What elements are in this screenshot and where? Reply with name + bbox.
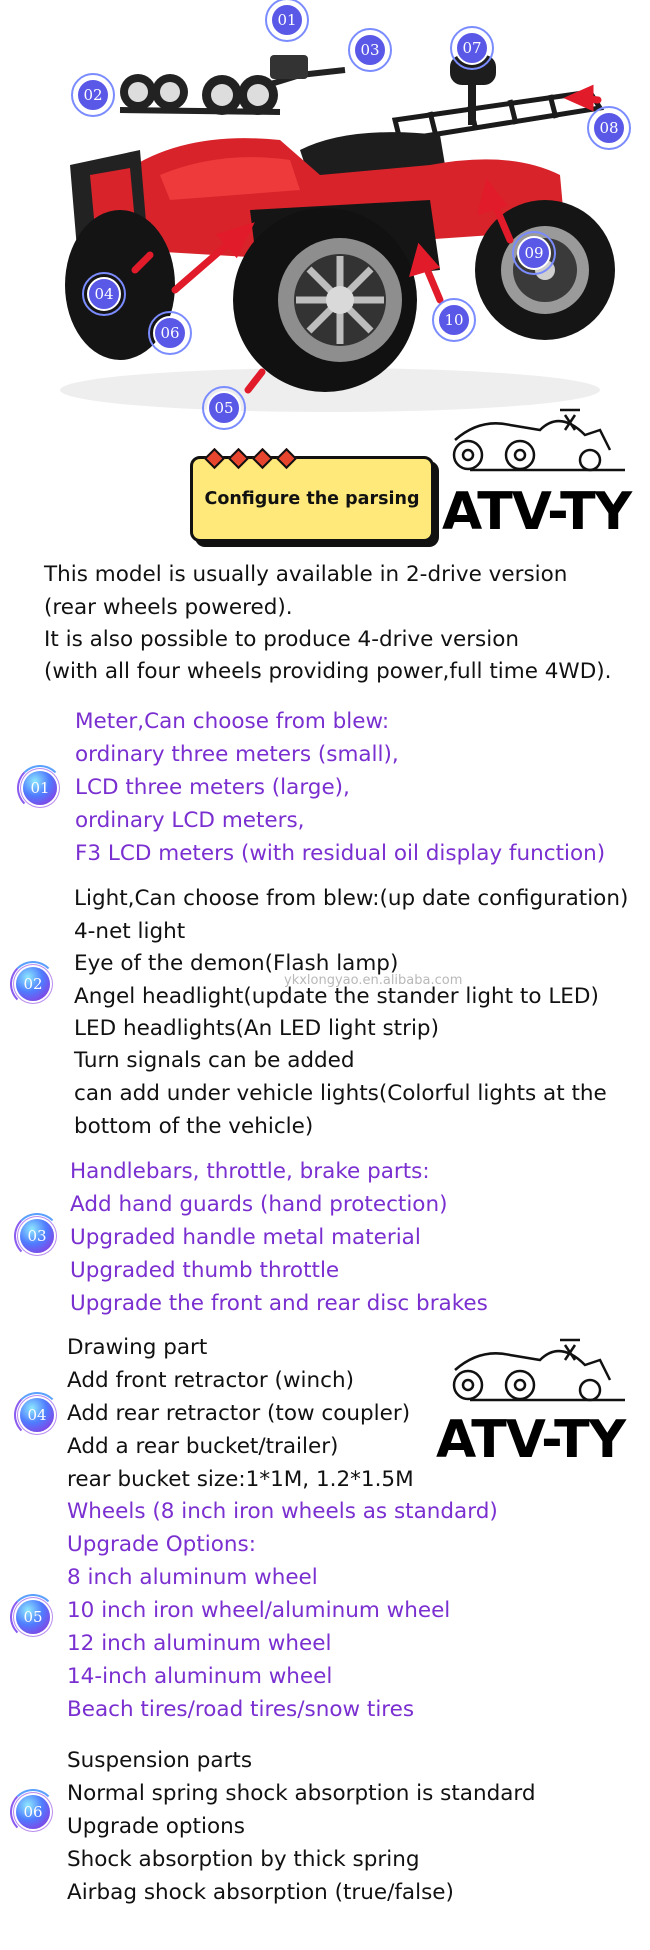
svg-text:08: 08	[599, 119, 619, 137]
light-line: can add under vehicle lights(Colorful lights at the	[74, 1081, 607, 1106]
handlebars-line: Add hand guards (hand protection)	[70, 1192, 448, 1217]
wheels-line: Wheels (8 inch iron wheels as standard)	[67, 1499, 498, 1524]
headlights	[120, 74, 280, 115]
section-badge-03: 03	[20, 1219, 54, 1253]
meter-line: F3 LCD meters (with residual oil display function)	[75, 841, 606, 866]
section-badge-04: 04	[20, 1398, 54, 1432]
handlebars-line: Upgrade the front and rear disc brakes	[70, 1291, 488, 1316]
light-line: Turn signals can be added	[74, 1048, 355, 1073]
svg-text:05: 05	[214, 399, 234, 417]
handlebars-line: Handlebars, throttle, brake parts:	[70, 1159, 430, 1184]
brand-logo-text: ATV-TY	[442, 482, 632, 542]
hero-badge-02	[72, 74, 114, 116]
section-badge-05: 05	[16, 1600, 50, 1634]
light-line: Angel headlight(update the stander light to LED)	[74, 984, 599, 1009]
drawing-line: rear bucket size:1*1M, 1.2*1.5M	[67, 1467, 414, 1492]
light-line: 4-net light	[74, 919, 186, 944]
meter-line: Meter,Can choose from blew:	[75, 709, 390, 734]
hero-badge-09	[513, 232, 555, 274]
hero-badge-10	[433, 299, 475, 341]
intro-line: (rear wheels powered).	[44, 595, 293, 620]
meter-line: LCD three meters (large),	[75, 775, 350, 800]
drawing-line: Drawing part	[67, 1335, 208, 1360]
svg-text:01: 01	[277, 11, 297, 29]
hero-badge-08	[588, 107, 630, 149]
section-badge-01: 01	[23, 771, 57, 805]
configure-label-box	[190, 456, 434, 542]
hero-badge-06	[149, 312, 191, 354]
light-line: Eye of the demon(Flash lamp)	[74, 951, 399, 976]
svg-text:10: 10	[444, 311, 464, 329]
wheels-line: Beach tires/road tires/snow tires	[67, 1697, 415, 1722]
suspension-line: Normal spring shock absorption is standard	[67, 1781, 536, 1806]
configure-label-text: Configure the parsing	[204, 489, 420, 509]
front-wheel-right	[233, 208, 417, 392]
diamond-icon	[204, 448, 225, 469]
wheels-line: 14-inch aluminum wheel	[67, 1664, 333, 1689]
hero-badge-03	[349, 29, 391, 71]
hero-badge-07	[451, 27, 493, 69]
section-badge-06: 06	[16, 1795, 50, 1829]
svg-text:07: 07	[462, 39, 482, 57]
wheels-line: 8 inch aluminum wheel	[67, 1565, 318, 1590]
atv-sketch-icon	[440, 400, 640, 480]
meter-line: ordinary LCD meters,	[75, 808, 305, 833]
hero-badge-04	[83, 273, 125, 315]
drawing-line: Add a rear bucket/trailer)	[67, 1434, 339, 1459]
wheels-line: 10 inch iron wheel/aluminum wheel	[67, 1598, 451, 1623]
suspension-line: Shock absorption by thick spring	[67, 1847, 420, 1872]
diamond-icon	[252, 448, 273, 469]
wheels-line: Upgrade Options:	[67, 1532, 256, 1557]
handlebars-line: Upgraded thumb throttle	[70, 1258, 340, 1283]
wheels-line: 12 inch aluminum wheel	[67, 1631, 332, 1656]
light-line: LED headlights(An LED light strip)	[74, 1016, 439, 1041]
meter-line: ordinary three meters (small),	[75, 742, 399, 767]
svg-text:09: 09	[524, 244, 544, 262]
suspension-line: Upgrade options	[67, 1814, 245, 1839]
drawing-line: Add rear retractor (tow coupler)	[67, 1401, 411, 1426]
suspension-line: Suspension parts	[67, 1748, 253, 1773]
svg-text:04: 04	[94, 285, 114, 303]
hero-badge-05	[203, 387, 245, 429]
svg-text:02: 02	[83, 86, 103, 104]
light-line: Light,Can choose from blew:(up date configuration)	[74, 886, 629, 911]
handlebars-line: Upgraded handle metal material	[70, 1225, 421, 1250]
hero-badge-01	[266, 0, 308, 41]
atv-sketch-icon	[440, 1330, 640, 1410]
light-line: bottom of the vehicle)	[74, 1114, 314, 1139]
diamond-icon	[228, 448, 249, 469]
watermark: ykxlongyao.en.alibaba.com	[284, 973, 463, 988]
atv-product-image	[0, 0, 650, 430]
suspension-line: Airbag shock absorption (true/false)	[67, 1880, 454, 1905]
intro-line: (with all four wheels providing power,full time 4WD).	[44, 659, 612, 684]
section-badge-02: 02	[16, 967, 50, 1001]
intro-line: It is also possible to produce 4-drive version	[44, 627, 519, 652]
drawing-line: Add front retractor (winch)	[67, 1368, 354, 1393]
diamond-icon	[276, 448, 297, 469]
intro-line: This model is usually available in 2-drive version	[44, 562, 568, 587]
svg-text:06: 06	[160, 324, 180, 342]
svg-text:03: 03	[360, 41, 380, 59]
brand-logo-text: ATV-TY	[436, 1410, 626, 1470]
